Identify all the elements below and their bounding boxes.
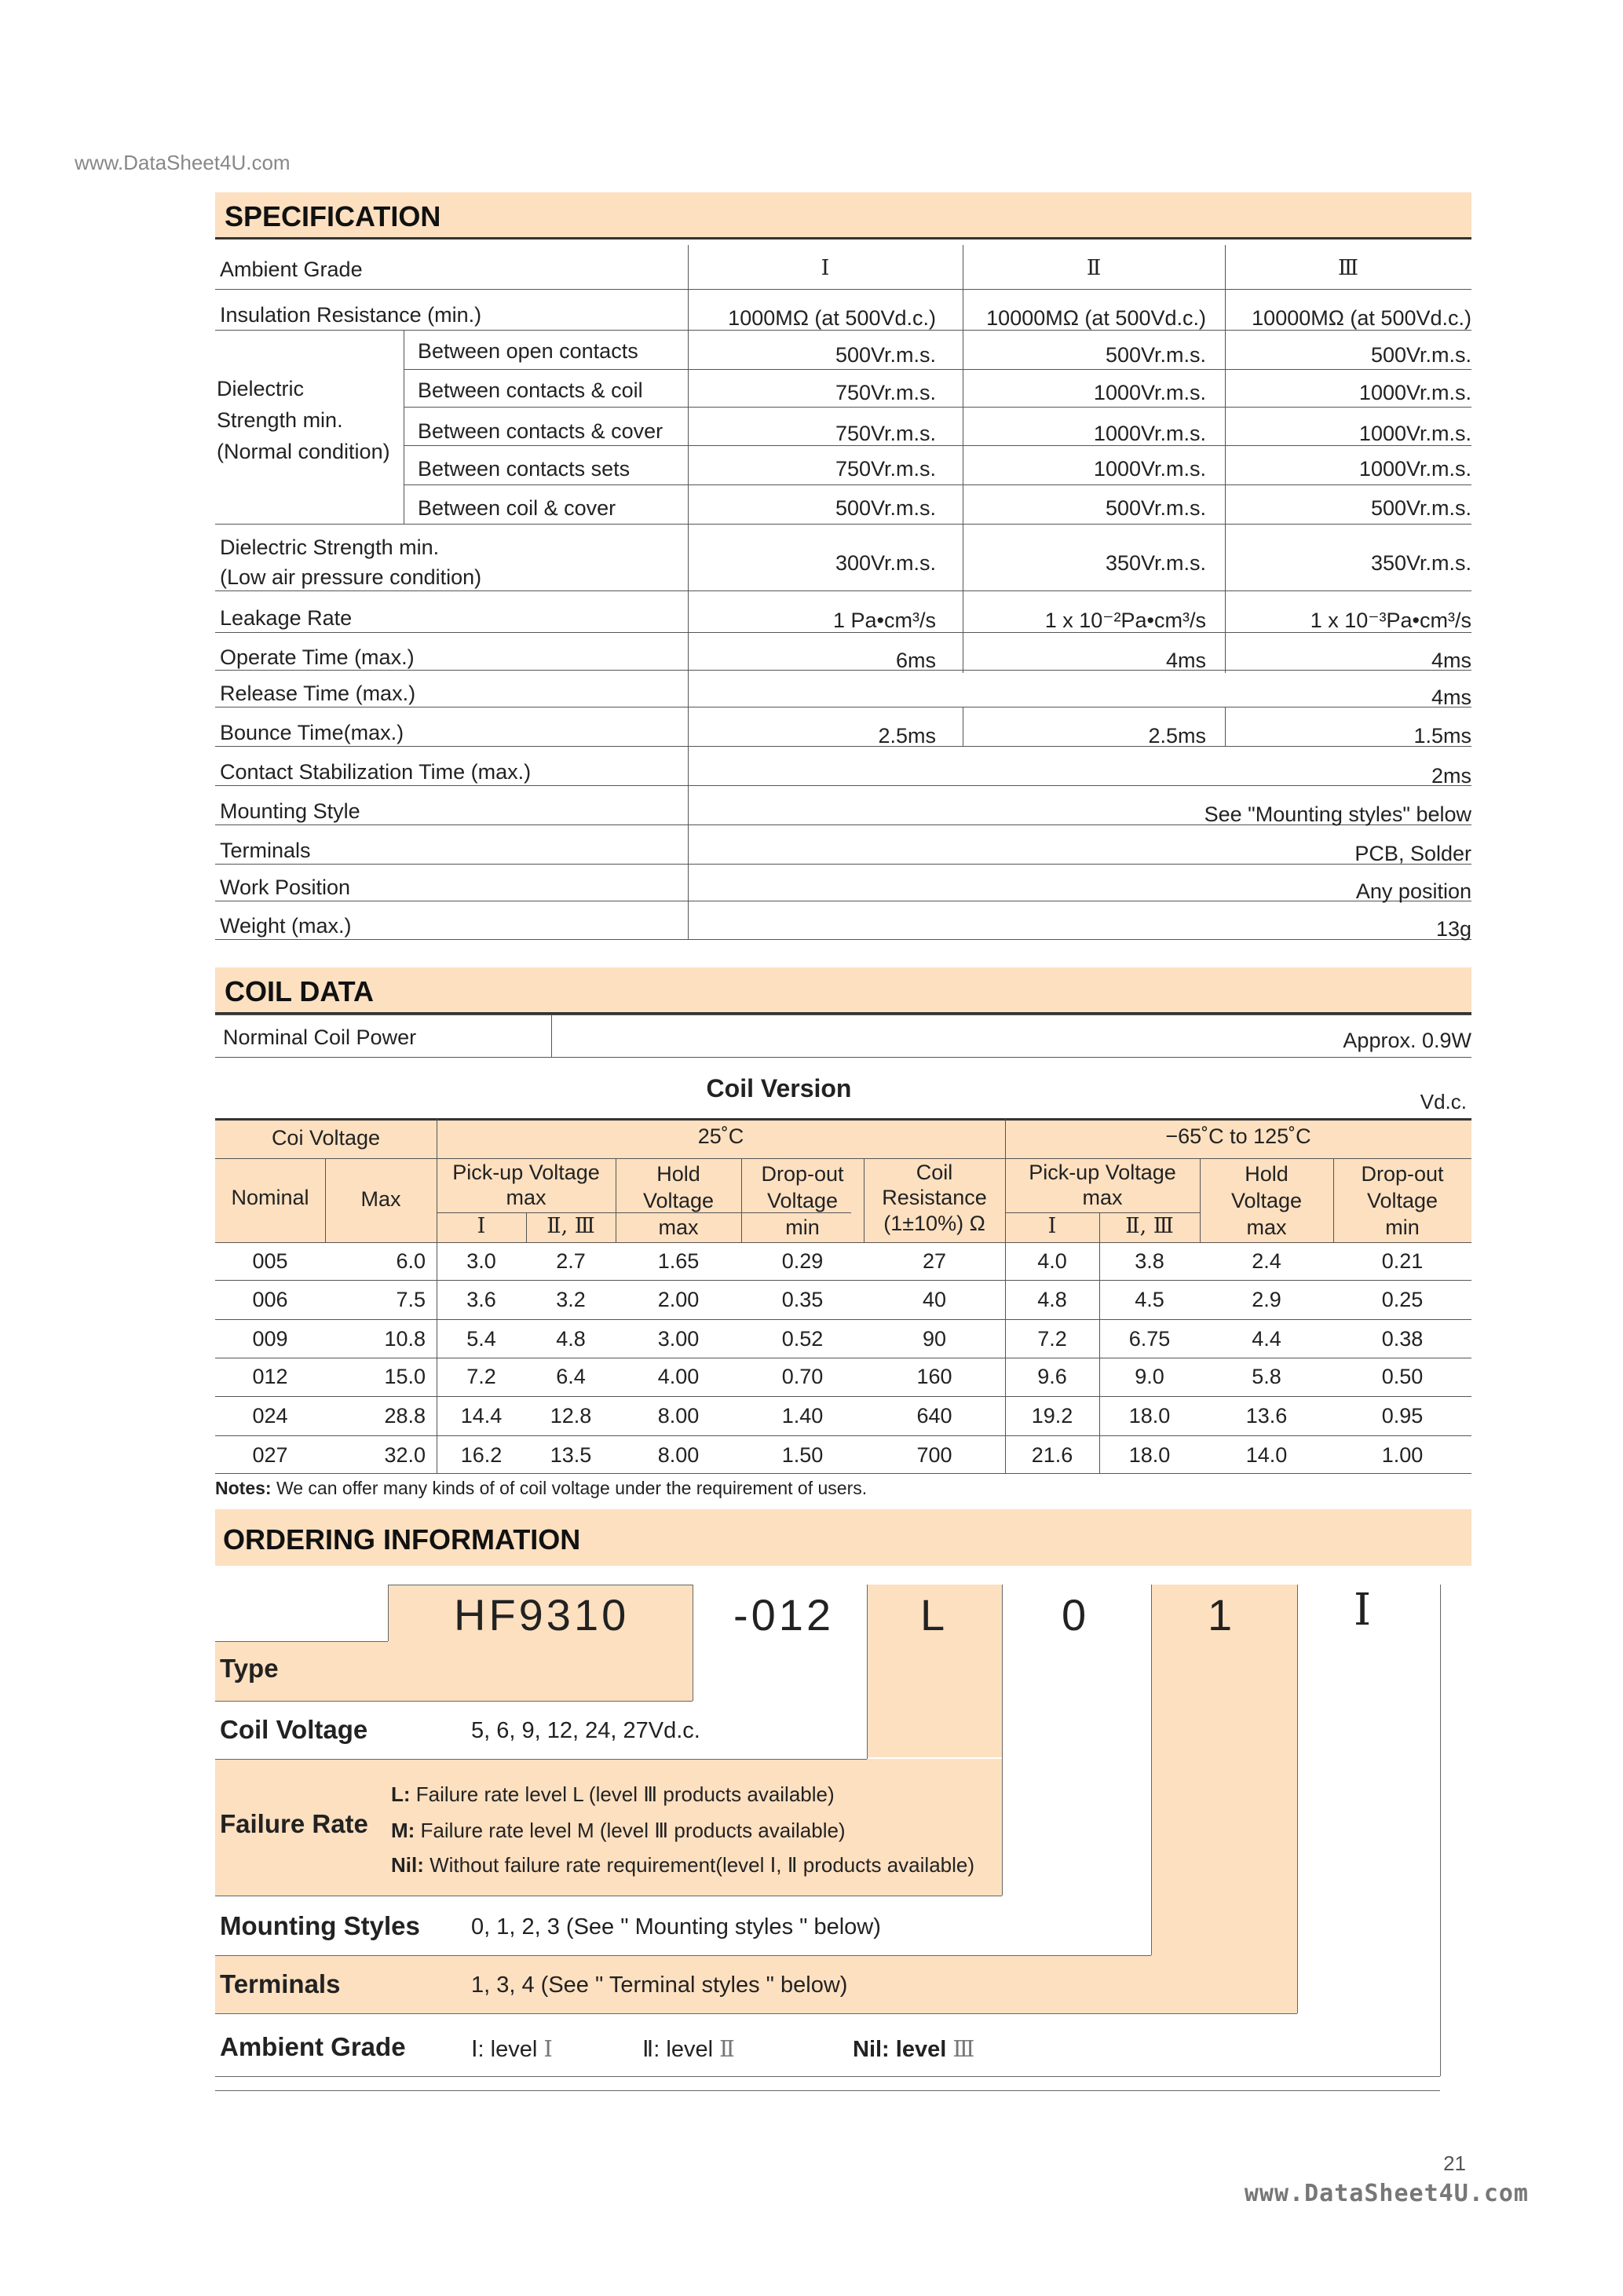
failure-rate-line-m bbox=[391, 1819, 846, 1843]
coil-table-cell: 18.0 bbox=[1128, 1404, 1171, 1428]
dielectric-row-value: 1000Vr.m.s. bbox=[1358, 381, 1471, 404]
hold-25-header-3: max bbox=[658, 1216, 699, 1239]
resistance-header-2: Resistance bbox=[882, 1186, 987, 1209]
terminals-order-value: 1, 3, 4 (See " Terminal styles " below) bbox=[471, 1972, 848, 1998]
mounting-label: Mounting Style bbox=[220, 799, 360, 823]
coil-table-cell: 14.4 bbox=[460, 1404, 503, 1428]
dielectric-row-value: 1000Vr.m.s. bbox=[1358, 422, 1471, 445]
grade-3-header: Ⅲ bbox=[1337, 256, 1359, 280]
coil-table-cell: 12.8 bbox=[550, 1404, 592, 1428]
ambient-grade-level: Ⅰ bbox=[543, 2035, 553, 2062]
ambient-grade-key: Ⅱ: level bbox=[642, 2037, 720, 2062]
mounting-styles-label: Mounting Styles bbox=[220, 1911, 420, 1940]
code-mounting: 0 bbox=[1062, 1590, 1090, 1640]
mounting-value: See "Mounting styles" below bbox=[1204, 803, 1471, 826]
coil-table-cell: 4.8 bbox=[1037, 1288, 1067, 1311]
nominal-header: Nominal bbox=[231, 1186, 309, 1209]
release-time-value: 4ms bbox=[1431, 686, 1471, 709]
watermark-bottom: www.DataSheet4U.com bbox=[1244, 2180, 1529, 2207]
dielectric-low-value-1: 300Vr.m.s. bbox=[835, 551, 936, 575]
coil-table-cell: 18.0 bbox=[1128, 1443, 1171, 1467]
temp-range-header: −65˚C to 125˚C bbox=[1165, 1124, 1311, 1148]
coil-version-title: Coil Version bbox=[706, 1074, 852, 1102]
coil-power-value: Approx. 0.9W bbox=[1343, 1029, 1471, 1052]
coil-data-header: COIL DATA bbox=[215, 967, 1471, 1015]
dielectric-row-value: 500Vr.m.s. bbox=[1105, 343, 1206, 367]
coil-table-cell: 2.4 bbox=[1252, 1249, 1281, 1273]
operate-time-value-1: 6ms bbox=[895, 649, 936, 672]
bounce-time-value-1: 2.5ms bbox=[878, 724, 936, 748]
dielectric-row-value: 750Vr.m.s. bbox=[835, 457, 936, 481]
coil-table-cell: 16.2 bbox=[460, 1443, 503, 1467]
coil-table-cell: 6.0 bbox=[396, 1249, 426, 1273]
coil-table-cell: 5.4 bbox=[466, 1327, 496, 1351]
coil-table-cell: 3.2 bbox=[556, 1288, 586, 1311]
coil-voltage-value: 5, 6, 9, 12, 24, 27Vd.c. bbox=[471, 1718, 700, 1743]
work-position-label: Work Position bbox=[220, 876, 351, 899]
specification-header: SPECIFICATION bbox=[215, 192, 1471, 239]
ambient-grade-key: Ⅰ: level bbox=[471, 2037, 544, 2062]
temp-25-header: 25˚C bbox=[697, 1124, 744, 1148]
coil-table-cell: 28.8 bbox=[384, 1404, 426, 1428]
coil-table-cell: 2.00 bbox=[657, 1288, 700, 1311]
ambient-grade-order-label: Ambient Grade bbox=[220, 2032, 406, 2061]
failure-rate-line-nil bbox=[391, 1853, 974, 1877]
dielectric-row-label: Between contacts & cover bbox=[418, 419, 663, 443]
coil-table-cell: 14.0 bbox=[1245, 1443, 1288, 1467]
coil-table-cell: 9.0 bbox=[1135, 1365, 1164, 1388]
coil-table-cell: 19.2 bbox=[1031, 1404, 1073, 1428]
grade-2-header: Ⅱ bbox=[1086, 256, 1102, 280]
hold-range-header-1: Hold bbox=[1245, 1162, 1289, 1186]
bounce-time-label: Bounce Time(max.) bbox=[220, 721, 404, 744]
dielectric-row-label: Between open contacts bbox=[418, 339, 638, 363]
coil-table-cell: 0.38 bbox=[1381, 1327, 1424, 1351]
coil-table-cell: 2.9 bbox=[1252, 1288, 1281, 1311]
coil-table-cell: 13.5 bbox=[550, 1443, 592, 1467]
dielectric-row-value: 750Vr.m.s. bbox=[835, 422, 936, 445]
coil-table-cell: 3.6 bbox=[466, 1288, 496, 1311]
insulation-value-2: 10000MΩ (at 500Vd.c.) bbox=[986, 306, 1206, 330]
coil-table-cell: 6.75 bbox=[1128, 1327, 1171, 1351]
dielectric-low-value-3: 350Vr.m.s. bbox=[1370, 551, 1471, 575]
leakage-value-3: 1 x 10⁻³Pa•cm³/s bbox=[1310, 609, 1471, 632]
weight-value: 13g bbox=[1435, 917, 1471, 941]
coil-notes bbox=[215, 1478, 867, 1499]
dielectric-normal-label-1: Dielectric bbox=[217, 377, 305, 400]
code-terminal: 1 bbox=[1208, 1590, 1236, 1640]
insulation-label: Insulation Resistance (min.) bbox=[220, 303, 482, 327]
failure-rate-label: Failure Rate bbox=[220, 1809, 368, 1838]
dielectric-row-label: Between coil & cover bbox=[418, 496, 616, 520]
coil-table-cell: 32.0 bbox=[384, 1443, 426, 1467]
hold-range-header-2: Voltage bbox=[1230, 1189, 1303, 1212]
dielectric-row-value: 500Vr.m.s. bbox=[835, 343, 936, 367]
code-failure: L bbox=[920, 1590, 949, 1640]
dropout-25-header-3: min bbox=[785, 1216, 820, 1239]
ambient-grade-level: Ⅱ bbox=[719, 2035, 735, 2062]
coil-table-cell: 012 bbox=[252, 1365, 288, 1388]
operate-time-value-2: 4ms bbox=[1165, 649, 1206, 672]
coil-table-cell: 7.2 bbox=[466, 1365, 496, 1388]
terminals-label: Terminals bbox=[220, 839, 311, 862]
hold-25-header-1: Hold bbox=[656, 1162, 700, 1186]
code-grade: Ⅰ bbox=[1354, 1585, 1375, 1636]
ambient-grade-option-3 bbox=[853, 2035, 974, 2063]
coil-table-cell: 0.21 bbox=[1381, 1249, 1424, 1273]
dropout-range-header-1: Drop-out bbox=[1361, 1162, 1444, 1186]
pickup-25-grade-i: Ⅰ bbox=[477, 1214, 486, 1238]
mounting-styles-value: 0, 1, 2, 3 (See " Mounting styles " below) bbox=[471, 1914, 881, 1940]
dielectric-row-value: 1000Vr.m.s. bbox=[1093, 422, 1206, 445]
coil-table-cell: 7.5 bbox=[396, 1288, 426, 1311]
coil-table-cell: 9.6 bbox=[1037, 1365, 1067, 1388]
coil-table-cell: 0.52 bbox=[781, 1327, 824, 1351]
coil-table-cell: 1.65 bbox=[657, 1249, 700, 1273]
type-label: Type bbox=[220, 1654, 279, 1683]
coil-table-cell: 5.8 bbox=[1252, 1365, 1281, 1388]
failure-rate-key: M: bbox=[391, 1819, 415, 1842]
dropout-range-header-3: min bbox=[1385, 1216, 1420, 1239]
coil-table-cell: 3.00 bbox=[657, 1327, 700, 1351]
watermark-top: www.DataSheet4U.com bbox=[75, 151, 291, 174]
failure-rate-text: Without failure rate requirement(level Ⅰ, Ⅱ products available) bbox=[423, 1853, 975, 1877]
coil-table-cell: 4.0 bbox=[1037, 1249, 1067, 1273]
coil-table-cell: 027 bbox=[252, 1443, 288, 1467]
dielectric-low-label-2: (Low air pressure condition) bbox=[220, 565, 482, 589]
page-number: 21 bbox=[1443, 2152, 1466, 2175]
coil-unit: Vd.c. bbox=[1420, 1090, 1467, 1113]
insulation-value-1: 1000MΩ (at 500Vd.c.) bbox=[728, 306, 936, 330]
dielectric-row-value: 500Vr.m.s. bbox=[1105, 496, 1206, 520]
coil-table-cell: 4.5 bbox=[1135, 1288, 1164, 1311]
failure-rate-text: Failure rate level M (level Ⅲ products available) bbox=[415, 1819, 846, 1842]
pickup-25-grade-ii-iii: Ⅱ, Ⅲ bbox=[546, 1214, 595, 1238]
insulation-value-3: 10000MΩ (at 500Vd.c.) bbox=[1252, 306, 1471, 330]
bounce-time-value-3: 1.5ms bbox=[1413, 724, 1471, 748]
coil-table-cell: 1.40 bbox=[781, 1404, 824, 1428]
coil-voltage-header: Coi Voltage bbox=[271, 1126, 381, 1150]
code-voltage: -012 bbox=[733, 1590, 835, 1640]
pickup-25-header-1: Pick-up Voltage bbox=[452, 1161, 600, 1184]
coil-table-cell: 90 bbox=[922, 1327, 947, 1351]
dielectric-low-label-1: Dielectric Strength min. bbox=[220, 536, 440, 559]
coil-table-cell: 4.8 bbox=[556, 1327, 586, 1351]
pickup-range-header-1: Pick-up Voltage bbox=[1029, 1161, 1176, 1184]
ambient-grade-label: Ambient Grade bbox=[220, 258, 363, 281]
dielectric-row-value: 500Vr.m.s. bbox=[1370, 496, 1471, 520]
coil-table-cell: 160 bbox=[916, 1365, 952, 1388]
dropout-range-header-2: Voltage bbox=[1366, 1189, 1438, 1212]
coil-table-cell: 1.50 bbox=[781, 1443, 824, 1467]
coil-table-cell: 3.8 bbox=[1135, 1249, 1164, 1273]
coil-table-cell: 640 bbox=[916, 1404, 952, 1428]
coil-table-cell: 0.35 bbox=[781, 1288, 824, 1311]
hold-25-header-2: Voltage bbox=[642, 1189, 715, 1212]
resistance-header-1: Coil bbox=[916, 1161, 953, 1184]
coil-table-cell: 700 bbox=[916, 1443, 952, 1467]
ambient-grade-option-1 bbox=[471, 2035, 553, 2063]
coil-table-cell: 7.2 bbox=[1037, 1327, 1067, 1351]
coil-table-cell: 006 bbox=[252, 1288, 288, 1311]
dielectric-row-value: 500Vr.m.s. bbox=[1370, 343, 1471, 367]
coil-table-cell: 024 bbox=[252, 1404, 288, 1428]
coil-table-cell: 8.00 bbox=[657, 1443, 700, 1467]
ambient-grade-level: Ⅲ bbox=[952, 2035, 975, 2062]
coil-table-cell: 2.7 bbox=[556, 1249, 586, 1273]
dielectric-normal-label-2: Strength min. bbox=[217, 408, 343, 432]
work-position-value: Any position bbox=[1355, 879, 1471, 903]
failure-rate-key: L: bbox=[391, 1782, 411, 1806]
dielectric-row-value: 1000Vr.m.s. bbox=[1093, 457, 1206, 481]
coil-table-cell: 27 bbox=[922, 1249, 947, 1273]
coil-table-cell: 40 bbox=[922, 1288, 947, 1311]
coil-notes-label: Notes: bbox=[215, 1478, 272, 1498]
max-header: Max bbox=[360, 1187, 401, 1211]
dielectric-row-value: 1000Vr.m.s. bbox=[1093, 381, 1206, 404]
terminals-value: PCB, Solder bbox=[1354, 842, 1471, 865]
ambient-grade-option-2 bbox=[642, 2035, 735, 2063]
weight-label: Weight (max.) bbox=[220, 914, 352, 938]
coil-table-cell: 0.25 bbox=[1381, 1288, 1424, 1311]
coil-table-cell: 3.0 bbox=[466, 1249, 496, 1273]
leakage-value-1: 1 Pa•cm³/s bbox=[833, 609, 936, 632]
pickup-range-header-2: max bbox=[1082, 1186, 1123, 1209]
coil-table-cell: 009 bbox=[252, 1327, 288, 1351]
coil-table-cell: 005 bbox=[252, 1249, 288, 1273]
failure-rate-line-l bbox=[391, 1782, 835, 1807]
coil-table-cell: 0.29 bbox=[781, 1249, 824, 1273]
leakage-value-2: 1 x 10⁻²Pa•cm³/s bbox=[1044, 609, 1206, 632]
failure-rate-key: Nil: bbox=[391, 1853, 424, 1877]
dropout-25-header-2: Voltage bbox=[766, 1189, 839, 1212]
hold-range-header-3: max bbox=[1246, 1216, 1287, 1239]
dielectric-row-label: Between contacts & coil bbox=[418, 378, 643, 402]
ambient-grade-key: Nil: level bbox=[853, 2037, 953, 2062]
terminals-order-label: Terminals bbox=[220, 1969, 341, 1998]
stabilization-value: 2ms bbox=[1431, 764, 1471, 788]
dropout-25-header-1: Drop-out bbox=[761, 1162, 844, 1186]
coil-table-cell: 21.6 bbox=[1031, 1443, 1073, 1467]
coil-table-cell: 0.95 bbox=[1381, 1404, 1424, 1428]
stabilization-label: Contact Stabilization Time (max.) bbox=[220, 760, 532, 784]
coil-table-cell: 4.00 bbox=[657, 1365, 700, 1388]
dielectric-normal-label-3: (Normal condition) bbox=[217, 440, 390, 463]
bounce-time-value-2: 2.5ms bbox=[1148, 724, 1206, 748]
leakage-label: Leakage Rate bbox=[220, 606, 353, 630]
ordering-header: ORDERING INFORMATION bbox=[223, 1523, 581, 1556]
pickup-range-grade-i: Ⅰ bbox=[1047, 1214, 1057, 1238]
grade-1-header: Ⅰ bbox=[821, 256, 830, 280]
failure-rate-text: Failure rate level L (level Ⅲ products available) bbox=[410, 1782, 835, 1806]
coil-table-cell: 8.00 bbox=[657, 1404, 700, 1428]
coil-voltage-label: Coil Voltage bbox=[220, 1715, 368, 1744]
operate-time-label: Operate Time (max.) bbox=[220, 645, 415, 669]
dielectric-row-label: Between contacts sets bbox=[418, 457, 631, 481]
pickup-25-header-2: max bbox=[506, 1186, 546, 1209]
coil-table-cell: 0.70 bbox=[781, 1365, 824, 1388]
coil-table-cell: 0.50 bbox=[1381, 1365, 1424, 1388]
coil-table-cell: 6.4 bbox=[556, 1365, 586, 1388]
coil-power-label: Norminal Coil Power bbox=[223, 1026, 417, 1049]
operate-time-value-3: 4ms bbox=[1431, 649, 1471, 672]
code-type: HF9310 bbox=[454, 1590, 630, 1640]
resistance-header-3: (1±10%) Ω bbox=[883, 1212, 985, 1235]
coil-table-cell: 13.6 bbox=[1245, 1404, 1288, 1428]
dielectric-row-value: 500Vr.m.s. bbox=[835, 496, 936, 520]
coil-table-cell: 15.0 bbox=[384, 1365, 426, 1388]
coil-notes-text: We can offer many kinds of of coil voltage under the requirement of users. bbox=[271, 1478, 868, 1498]
release-time-label: Release Time (max.) bbox=[220, 682, 416, 705]
pickup-range-grade-ii-iii: Ⅱ, Ⅲ bbox=[1125, 1214, 1174, 1238]
coil-table-cell: 4.4 bbox=[1252, 1327, 1281, 1351]
dielectric-row-value: 750Vr.m.s. bbox=[835, 381, 936, 404]
coil-table-cell: 10.8 bbox=[384, 1327, 426, 1351]
coil-table-cell: 1.00 bbox=[1381, 1443, 1424, 1467]
dielectric-low-value-2: 350Vr.m.s. bbox=[1105, 551, 1206, 575]
dielectric-row-value: 1000Vr.m.s. bbox=[1358, 457, 1471, 481]
